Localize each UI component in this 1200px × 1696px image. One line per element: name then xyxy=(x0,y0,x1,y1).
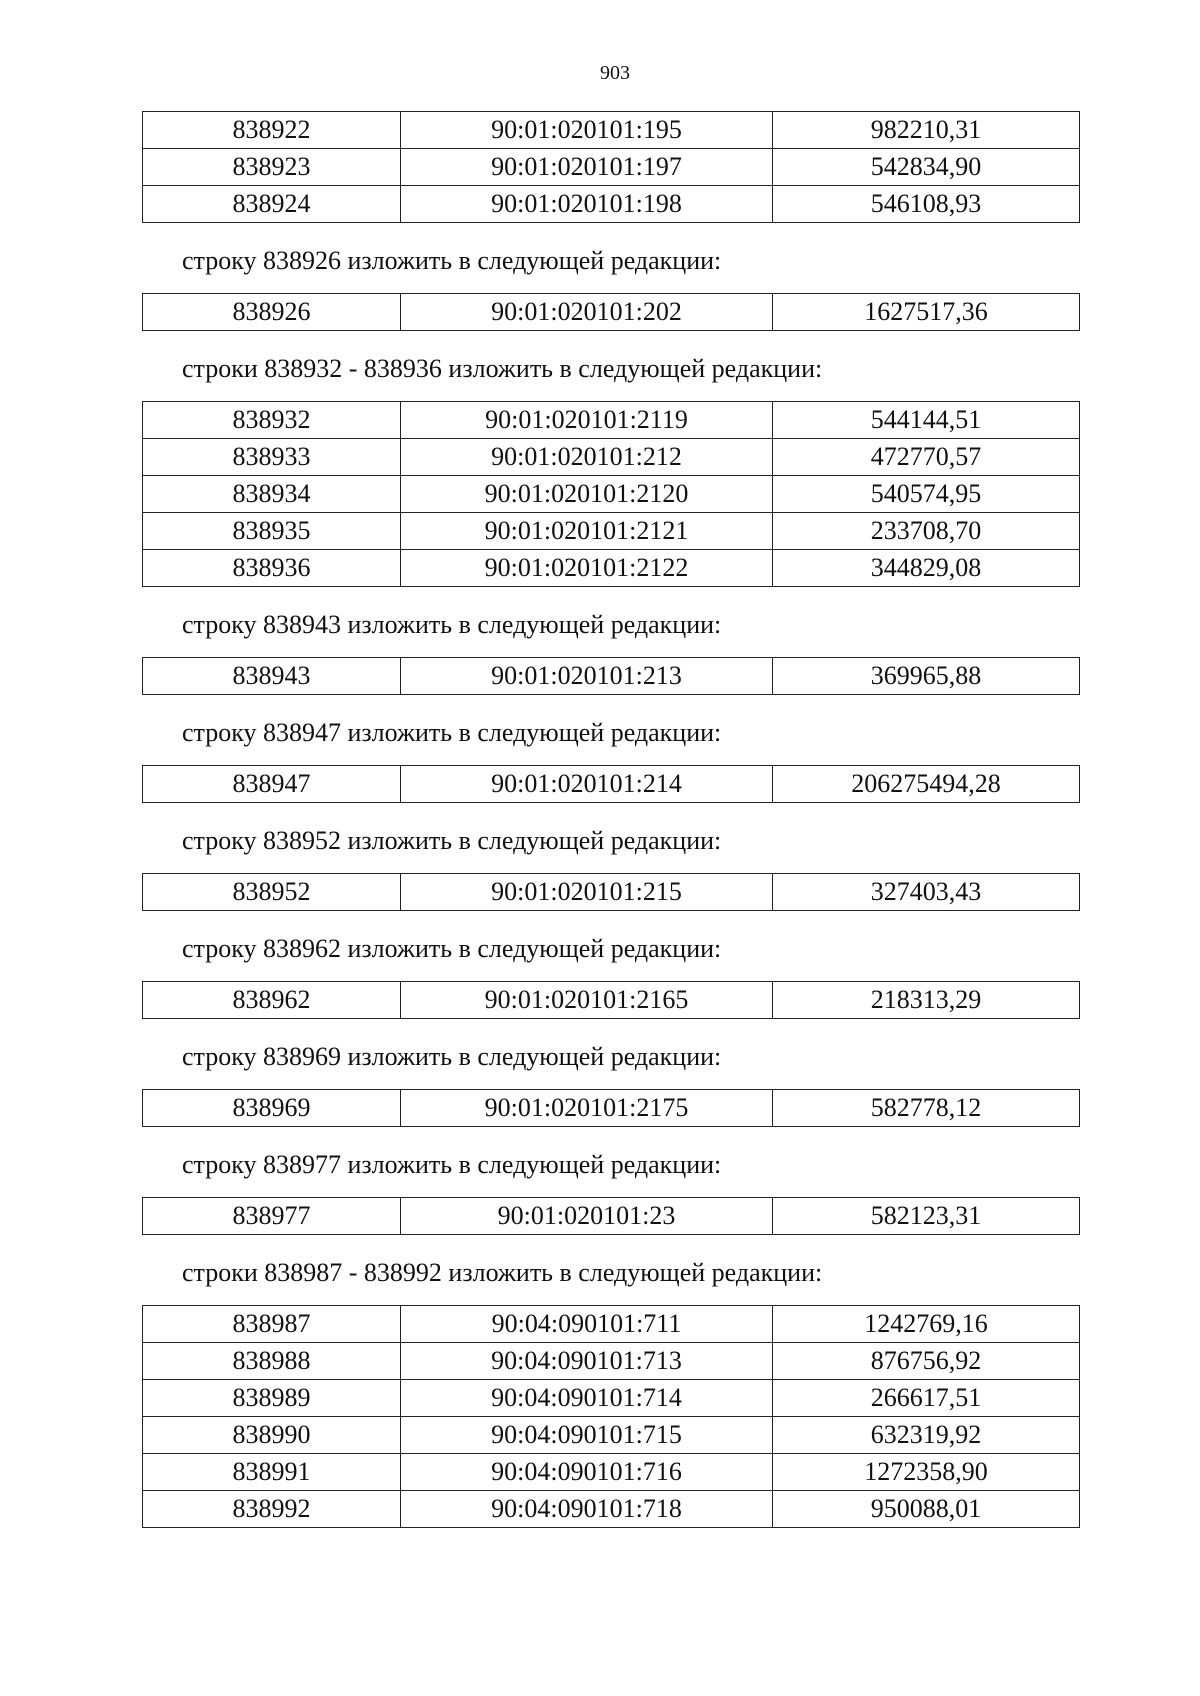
cadastral-number-cell: 90:01:020101:195 xyxy=(401,112,773,149)
value-cell: 582123,31 xyxy=(773,1198,1080,1235)
table-row xyxy=(143,766,1080,803)
table-row xyxy=(143,1417,1080,1454)
cadastral-number-cell: 90:01:020101:2120 xyxy=(401,476,773,513)
table-row xyxy=(143,1454,1080,1491)
table-row xyxy=(143,112,1080,149)
row-number-cell: 838926 xyxy=(143,294,401,331)
amendment-table xyxy=(142,981,1080,1019)
cadastral-number-cell: 90:04:090101:716 xyxy=(401,1454,773,1491)
amendment-instruction: строку 838926 изложить в следующей редакции: xyxy=(182,246,722,275)
table-row xyxy=(143,982,1080,1019)
table-row xyxy=(143,1198,1080,1235)
amendment-instruction: строку 838969 изложить в следующей редакции: xyxy=(182,1042,722,1071)
table-row xyxy=(143,1343,1080,1380)
cadastral-number-cell: 90:01:020101:214 xyxy=(401,766,773,803)
value-cell: 982210,31 xyxy=(773,112,1080,149)
cadastral-number-cell: 90:01:020101:213 xyxy=(401,658,773,695)
value-cell: 1627517,36 xyxy=(773,294,1080,331)
row-number-cell: 838932 xyxy=(143,402,401,439)
value-cell: 582778,12 xyxy=(773,1090,1080,1127)
cadastral-number-cell: 90:04:090101:718 xyxy=(401,1491,773,1528)
table-row xyxy=(143,439,1080,476)
table-row xyxy=(143,476,1080,513)
row-number-cell: 838992 xyxy=(143,1491,401,1528)
value-cell: 369965,88 xyxy=(773,658,1080,695)
row-number-cell: 838969 xyxy=(143,1090,401,1127)
row-number-cell: 838988 xyxy=(143,1343,401,1380)
cadastral-number-cell: 90:01:020101:212 xyxy=(401,439,773,476)
value-cell: 266617,51 xyxy=(773,1380,1080,1417)
table-row xyxy=(143,294,1080,331)
row-number-cell: 838936 xyxy=(143,550,401,587)
table-row xyxy=(143,1380,1080,1417)
cadastral-number-cell: 90:01:020101:2119 xyxy=(401,402,773,439)
table-row xyxy=(143,1306,1080,1343)
amendment-table xyxy=(142,1305,1080,1528)
row-number-cell: 838962 xyxy=(143,982,401,1019)
table-row xyxy=(143,513,1080,550)
row-number-cell: 838934 xyxy=(143,476,401,513)
table-row xyxy=(143,550,1080,587)
value-cell: 344829,08 xyxy=(773,550,1080,587)
cadastral-number-cell: 90:01:020101:197 xyxy=(401,149,773,186)
value-cell: 233708,70 xyxy=(773,513,1080,550)
cadastral-number-cell: 90:01:020101:2165 xyxy=(401,982,773,1019)
row-number-cell: 838923 xyxy=(143,149,401,186)
amendment-table xyxy=(142,111,1080,223)
row-number-cell: 838922 xyxy=(143,112,401,149)
amendment-table xyxy=(142,1197,1080,1235)
amendment-instruction: строки 838987 - 838992 изложить в следующей редакции: xyxy=(182,1258,823,1287)
amendment-instruction: строку 838952 изложить в следующей редакции: xyxy=(182,826,722,855)
value-cell: 542834,90 xyxy=(773,149,1080,186)
value-cell: 540574,95 xyxy=(773,476,1080,513)
table-row xyxy=(143,1090,1080,1127)
table-row xyxy=(143,186,1080,223)
value-cell: 544144,51 xyxy=(773,402,1080,439)
amendment-table xyxy=(142,765,1080,803)
document-body xyxy=(142,111,1079,1528)
cadastral-number-cell: 90:01:020101:198 xyxy=(401,186,773,223)
row-number-cell: 838991 xyxy=(143,1454,401,1491)
value-cell: 546108,93 xyxy=(773,186,1080,223)
cadastral-number-cell: 90:01:020101:2122 xyxy=(401,550,773,587)
row-number-cell: 838943 xyxy=(143,658,401,695)
row-number-cell: 838952 xyxy=(143,874,401,911)
cadastral-number-cell: 90:01:020101:2121 xyxy=(401,513,773,550)
row-number-cell: 838924 xyxy=(143,186,401,223)
row-number-cell: 838977 xyxy=(143,1198,401,1235)
row-number-cell: 838933 xyxy=(143,439,401,476)
table-row xyxy=(143,402,1080,439)
row-number-cell: 838990 xyxy=(143,1417,401,1454)
cadastral-number-cell: 90:04:090101:714 xyxy=(401,1380,773,1417)
cadastral-number-cell: 90:04:090101:713 xyxy=(401,1343,773,1380)
amendment-table xyxy=(142,401,1080,587)
value-cell: 950088,01 xyxy=(773,1491,1080,1528)
amendment-table xyxy=(142,293,1080,331)
value-cell: 876756,92 xyxy=(773,1343,1080,1380)
amendment-table xyxy=(142,657,1080,695)
cadastral-number-cell: 90:04:090101:715 xyxy=(401,1417,773,1454)
table-row xyxy=(143,874,1080,911)
amendment-instruction: строки 838932 - 838936 изложить в следующей редакции: xyxy=(182,354,823,383)
row-number-cell: 838947 xyxy=(143,766,401,803)
value-cell: 206275494,28 xyxy=(773,766,1080,803)
value-cell: 632319,92 xyxy=(773,1417,1080,1454)
value-cell: 1272358,90 xyxy=(773,1454,1080,1491)
table-row xyxy=(143,658,1080,695)
row-number-cell: 838989 xyxy=(143,1380,401,1417)
cadastral-number-cell: 90:01:020101:202 xyxy=(401,294,773,331)
amendment-table xyxy=(142,1089,1080,1127)
amendment-instruction: строку 838947 изложить в следующей редакции: xyxy=(182,718,722,747)
value-cell: 218313,29 xyxy=(773,982,1080,1019)
amendment-instruction: строку 838977 изложить в следующей редакции: xyxy=(182,1150,722,1179)
table-row xyxy=(143,1491,1080,1528)
page-number: 903 xyxy=(600,62,630,84)
amendment-table xyxy=(142,873,1080,911)
cadastral-number-cell: 90:01:020101:23 xyxy=(401,1198,773,1235)
amendment-instruction: строку 838943 изложить в следующей редакции: xyxy=(182,610,722,639)
amendment-instruction: строку 838962 изложить в следующей редакции: xyxy=(182,934,722,963)
value-cell: 472770,57 xyxy=(773,439,1080,476)
cadastral-number-cell: 90:01:020101:215 xyxy=(401,874,773,911)
value-cell: 1242769,16 xyxy=(773,1306,1080,1343)
cadastral-number-cell: 90:01:020101:2175 xyxy=(401,1090,773,1127)
row-number-cell: 838935 xyxy=(143,513,401,550)
value-cell: 327403,43 xyxy=(773,874,1080,911)
cadastral-number-cell: 90:04:090101:711 xyxy=(401,1306,773,1343)
row-number-cell: 838987 xyxy=(143,1306,401,1343)
table-row xyxy=(143,149,1080,186)
